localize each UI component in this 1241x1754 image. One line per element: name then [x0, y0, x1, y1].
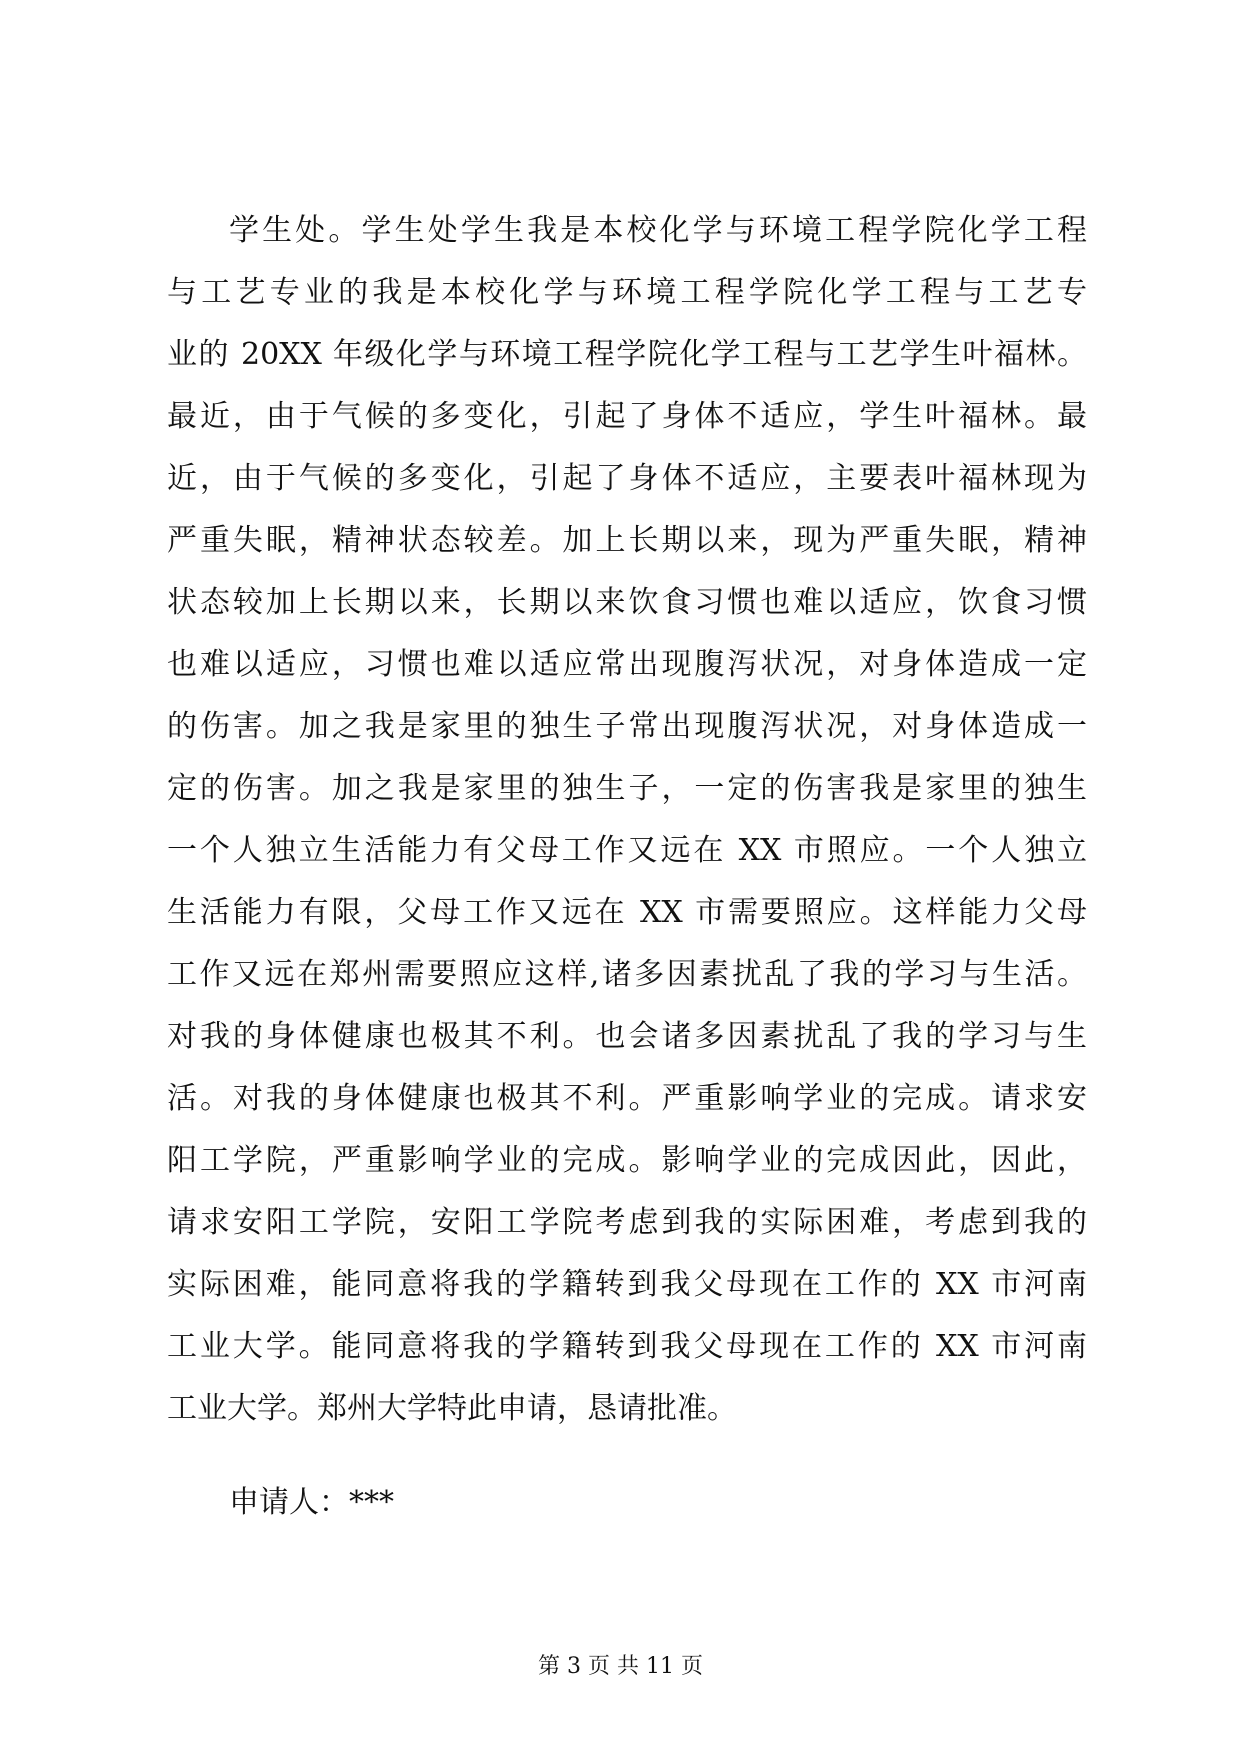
- body-line: 一个人独立生活能力有父母工作又远在 XX 市照应。一个人独立: [167, 833, 1087, 868]
- body-line: 对我的身体健康也极其不利。也会诸多因素扰乱了我的学习与生: [167, 1019, 1087, 1054]
- body-line: 定的伤害。加之我是家里的独生子，一定的伤害我是家里的独生: [167, 771, 1087, 806]
- page-number: 第 3 页 共 11 页: [538, 1654, 703, 1679]
- body-line: 近，由于气候的多变化，引起了身体不适应，主要表叶福林现为: [167, 461, 1087, 496]
- body-line: 请求安阳工学院，安阳工学院考虑到我的实际困难，考虑到我的: [167, 1205, 1087, 1240]
- application-body: [167, 200, 1087, 1440]
- applicant-signature: 申请人：***: [229, 1485, 394, 1520]
- body-line: 的伤害。加之我是家里的独生子常出现腹泻状况，对身体造成一: [167, 709, 1087, 744]
- body-line: 活。对我的身体健康也极其不利。严重影响学业的完成。请求安: [167, 1081, 1087, 1116]
- body-line: 也难以适应，习惯也难以适应常出现腹泻状况，对身体造成一定: [167, 647, 1087, 682]
- body-line: 严重失眠，精神状态较差。加上长期以来，现为严重失眠，精神: [167, 523, 1087, 558]
- body-line: 阳工学院，严重影响学业的完成。影响学业的完成因此，因此，: [167, 1143, 1087, 1178]
- body-line: 工业大学。郑州大学特此申请，恳请批准。: [167, 1391, 737, 1426]
- body-line: 业的 20XX 年级化学与环境工程学院化学工程与工艺学生叶福林。: [167, 337, 1087, 372]
- body-line: 实际困难，能同意将我的学籍转到我父母现在工作的 XX 市河南: [167, 1267, 1087, 1302]
- body-line: 最近，由于气候的多变化，引起了身体不适应，学生叶福林。最: [167, 399, 1087, 434]
- body-line: 与工艺专业的我是本校化学与环境工程学院化学工程与工艺专: [167, 275, 1087, 310]
- body-line: 生活能力有限，父母工作又远在 XX 市需要照应。这样能力父母: [167, 895, 1087, 930]
- body-line: 状态较加上长期以来，长期以来饮食习惯也难以适应，饮食习惯: [167, 585, 1087, 620]
- body-line: 学生处。学生处学生我是本校化学与环境工程学院化学工程: [229, 213, 1087, 248]
- body-line: 工业大学。能同意将我的学籍转到我父母现在工作的 XX 市河南: [167, 1329, 1087, 1364]
- body-line: 工作又远在郑州需要照应这样,诸多因素扰乱了我的学习与生活。: [167, 957, 1087, 992]
